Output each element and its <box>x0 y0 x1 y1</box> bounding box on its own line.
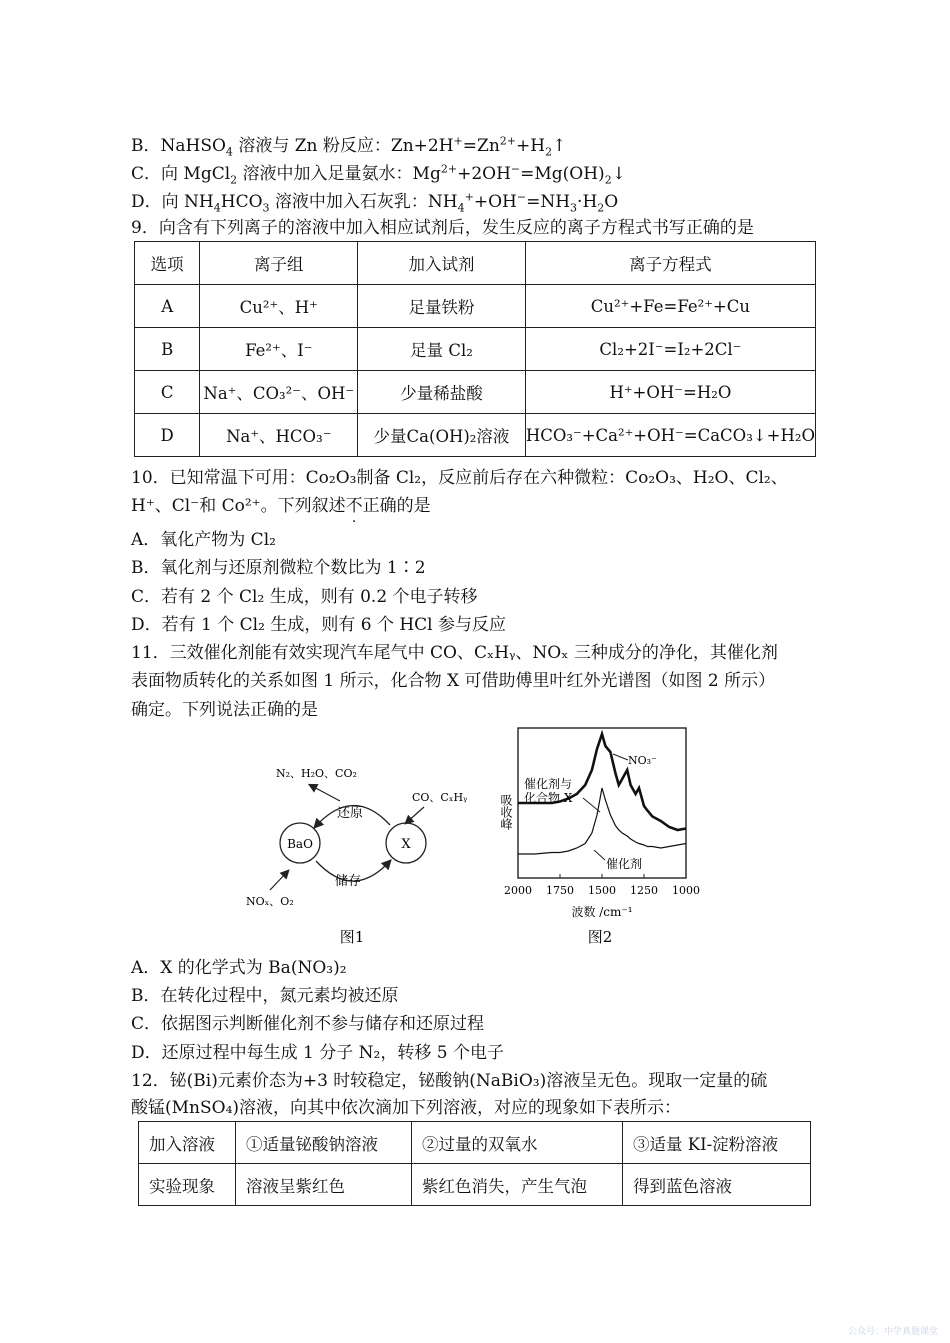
q10-option-d: D．若有 1 个 Cl₂ 生成，则有 6 个 HCl 参与反应 <box>131 615 507 635</box>
q8-option-d: D．向 $NH_4HCO_3$ 溶液中加入石灰乳：$NH_4^++OH^-=NH_3\cdot H_2O$ <box>131 190 619 215</box>
q10-option-b: B．氧化剂与还原剂微粒个数比为 1∶2 <box>131 558 426 578</box>
q12-table <box>138 1121 811 1206</box>
products-arrow <box>310 785 340 801</box>
x-tick-label: 1750 <box>546 884 574 897</box>
q9-table <box>134 241 816 457</box>
q11-stem-line1: 11．三效催化剂能有效实现汽车尾气中 CO、CₓHᵧ、NOₓ 三种成分的净化，其催化剂 <box>131 643 778 663</box>
q10-stem-line2: H⁺、Cl⁻和 Co²⁺。下列叙述不正确的是 <box>131 496 431 516</box>
store-label: 储存 <box>334 874 362 889</box>
q9-stem: 9．向含有下列离子的溶液中加入相应试剂后，发生反应的离子方程式书写正确的是 <box>131 218 754 238</box>
no3-pointer <box>613 754 628 760</box>
reagents-arrow <box>406 807 424 823</box>
emphasis-not: 不 <box>345 496 363 516</box>
q11-option-b: B．在转化过程中，氮元素均被还原 <box>131 986 399 1006</box>
figure-1-caption: 图1 <box>339 928 365 946</box>
q11-option-a: A．X 的化学式为 Ba(NO₃)₂ <box>131 958 347 978</box>
table-row: D Na⁺、HCO₃⁻ 少量Ca(OH)₂溶液 HCO₃⁻+Ca²⁺+OH⁻=CaCO₃↓+H₂O <box>135 414 816 457</box>
q11-option-d: D．还原过程中每生成 1 分子 N₂，转移 5 个电子 <box>131 1043 504 1063</box>
q10-option-a: A．氧化产物为 Cl₂ <box>131 530 276 550</box>
q11-stem-line3: 确定。下列说法正确的是 <box>131 700 318 720</box>
x-axis-label: 波数 /cm⁻¹ <box>571 905 633 919</box>
q8-option-c: C．向 MgCl$_2$ 溶液中加入足量氨水：$Mg^{2+}+2OH^-=Mg(OH)_2↓$ <box>131 162 626 187</box>
bao-label: BaO <box>287 837 313 851</box>
table-row: 加入溶液 ①适量铋酸钠溶液 ②过量的双氧水 ③适量 KI-淀粉溶液 <box>139 1122 811 1164</box>
x-label: X <box>401 837 411 852</box>
x-tick-label: 1000 <box>672 884 700 897</box>
reagents-label: CO、CₓHᵧ <box>412 791 468 804</box>
y-axis-label: 吸收峰 <box>499 794 513 830</box>
q11-stem-line2: 表面物质转化的关系如图 1 所示，化合物 X 可借助傅里叶红外光谱图（如图 2 所示） <box>131 671 776 691</box>
table-header-row: 选项 离子组 加入试剂 离子方程式 <box>135 242 816 285</box>
inputs-label: NOₓ、O₂ <box>246 895 294 908</box>
reduce-label: 还原 <box>336 806 364 821</box>
catalyst-label: 催化剂 <box>606 857 643 871</box>
figure-2-chart <box>488 722 718 950</box>
no3-label: NO₃⁻ <box>628 754 657 767</box>
curve-x-label-line2: 化合物 X <box>524 791 573 805</box>
figure-2-caption: 图2 <box>587 928 613 946</box>
q10-stem-line1: 10．已知常温下可用：Co₂O₃制备 Cl₂，反应前后存在六种微粒：Co₂O₃、H₂O、Cl₂、 <box>131 468 788 488</box>
products-label: N₂、H₂O、CO₂ <box>276 767 357 780</box>
table-row: 实验现象 溶液呈紫红色 紫红色消失，产生气泡 得到蓝色溶液 <box>139 1164 811 1206</box>
table-row: C Na⁺、CO₃²⁻、OH⁻ 少量稀盐酸 H⁺+OH⁻=H₂O <box>135 371 816 414</box>
q8-option-b: B．NaHSO$_4$ 溶液与 Zn 粉反应：$Zn+2H^+=Zn^{2+}+H_2↑$ <box>131 134 567 159</box>
table-row: A Cu²⁺、H⁺ 足量铁粉 Cu²⁺+Fe=Fe²⁺+Cu <box>135 285 816 328</box>
x-tick-label: 1250 <box>630 884 658 897</box>
inputs-arrow <box>270 871 288 890</box>
figure-1 <box>240 755 480 950</box>
x-tick-label: 1500 <box>588 884 616 897</box>
catalyst-pointer <box>594 850 605 860</box>
watermark: 公众号：中学真题课堂 <box>847 1327 938 1337</box>
x-tick-label: 2000 <box>504 884 532 897</box>
q11-option-c: C．依据图示判断催化剂不参与储存和还原过程 <box>131 1014 485 1034</box>
q12-stem-line2: 酸锰(MnSO₄)溶液，向其中依次滴加下列溶液，对应的现象如下表所示： <box>131 1098 682 1118</box>
table-row: B Fe²⁺、I⁻ 足量 Cl₂ Cl₂+2I⁻=I₂+2Cl⁻ <box>135 328 816 371</box>
q10-option-c: C．若有 2 个 Cl₂ 生成，则有 0.2 个电子转移 <box>131 587 478 607</box>
curve-x-pointer <box>583 798 600 812</box>
q12-stem-line1: 12．铋(Bi)元素价态为+3 时较稳定，铋酸钠(NaBiO₃)溶液呈无色。现取一定量的硫 <box>131 1071 768 1091</box>
curve-x-label-line1: 催化剂与 <box>524 777 573 791</box>
